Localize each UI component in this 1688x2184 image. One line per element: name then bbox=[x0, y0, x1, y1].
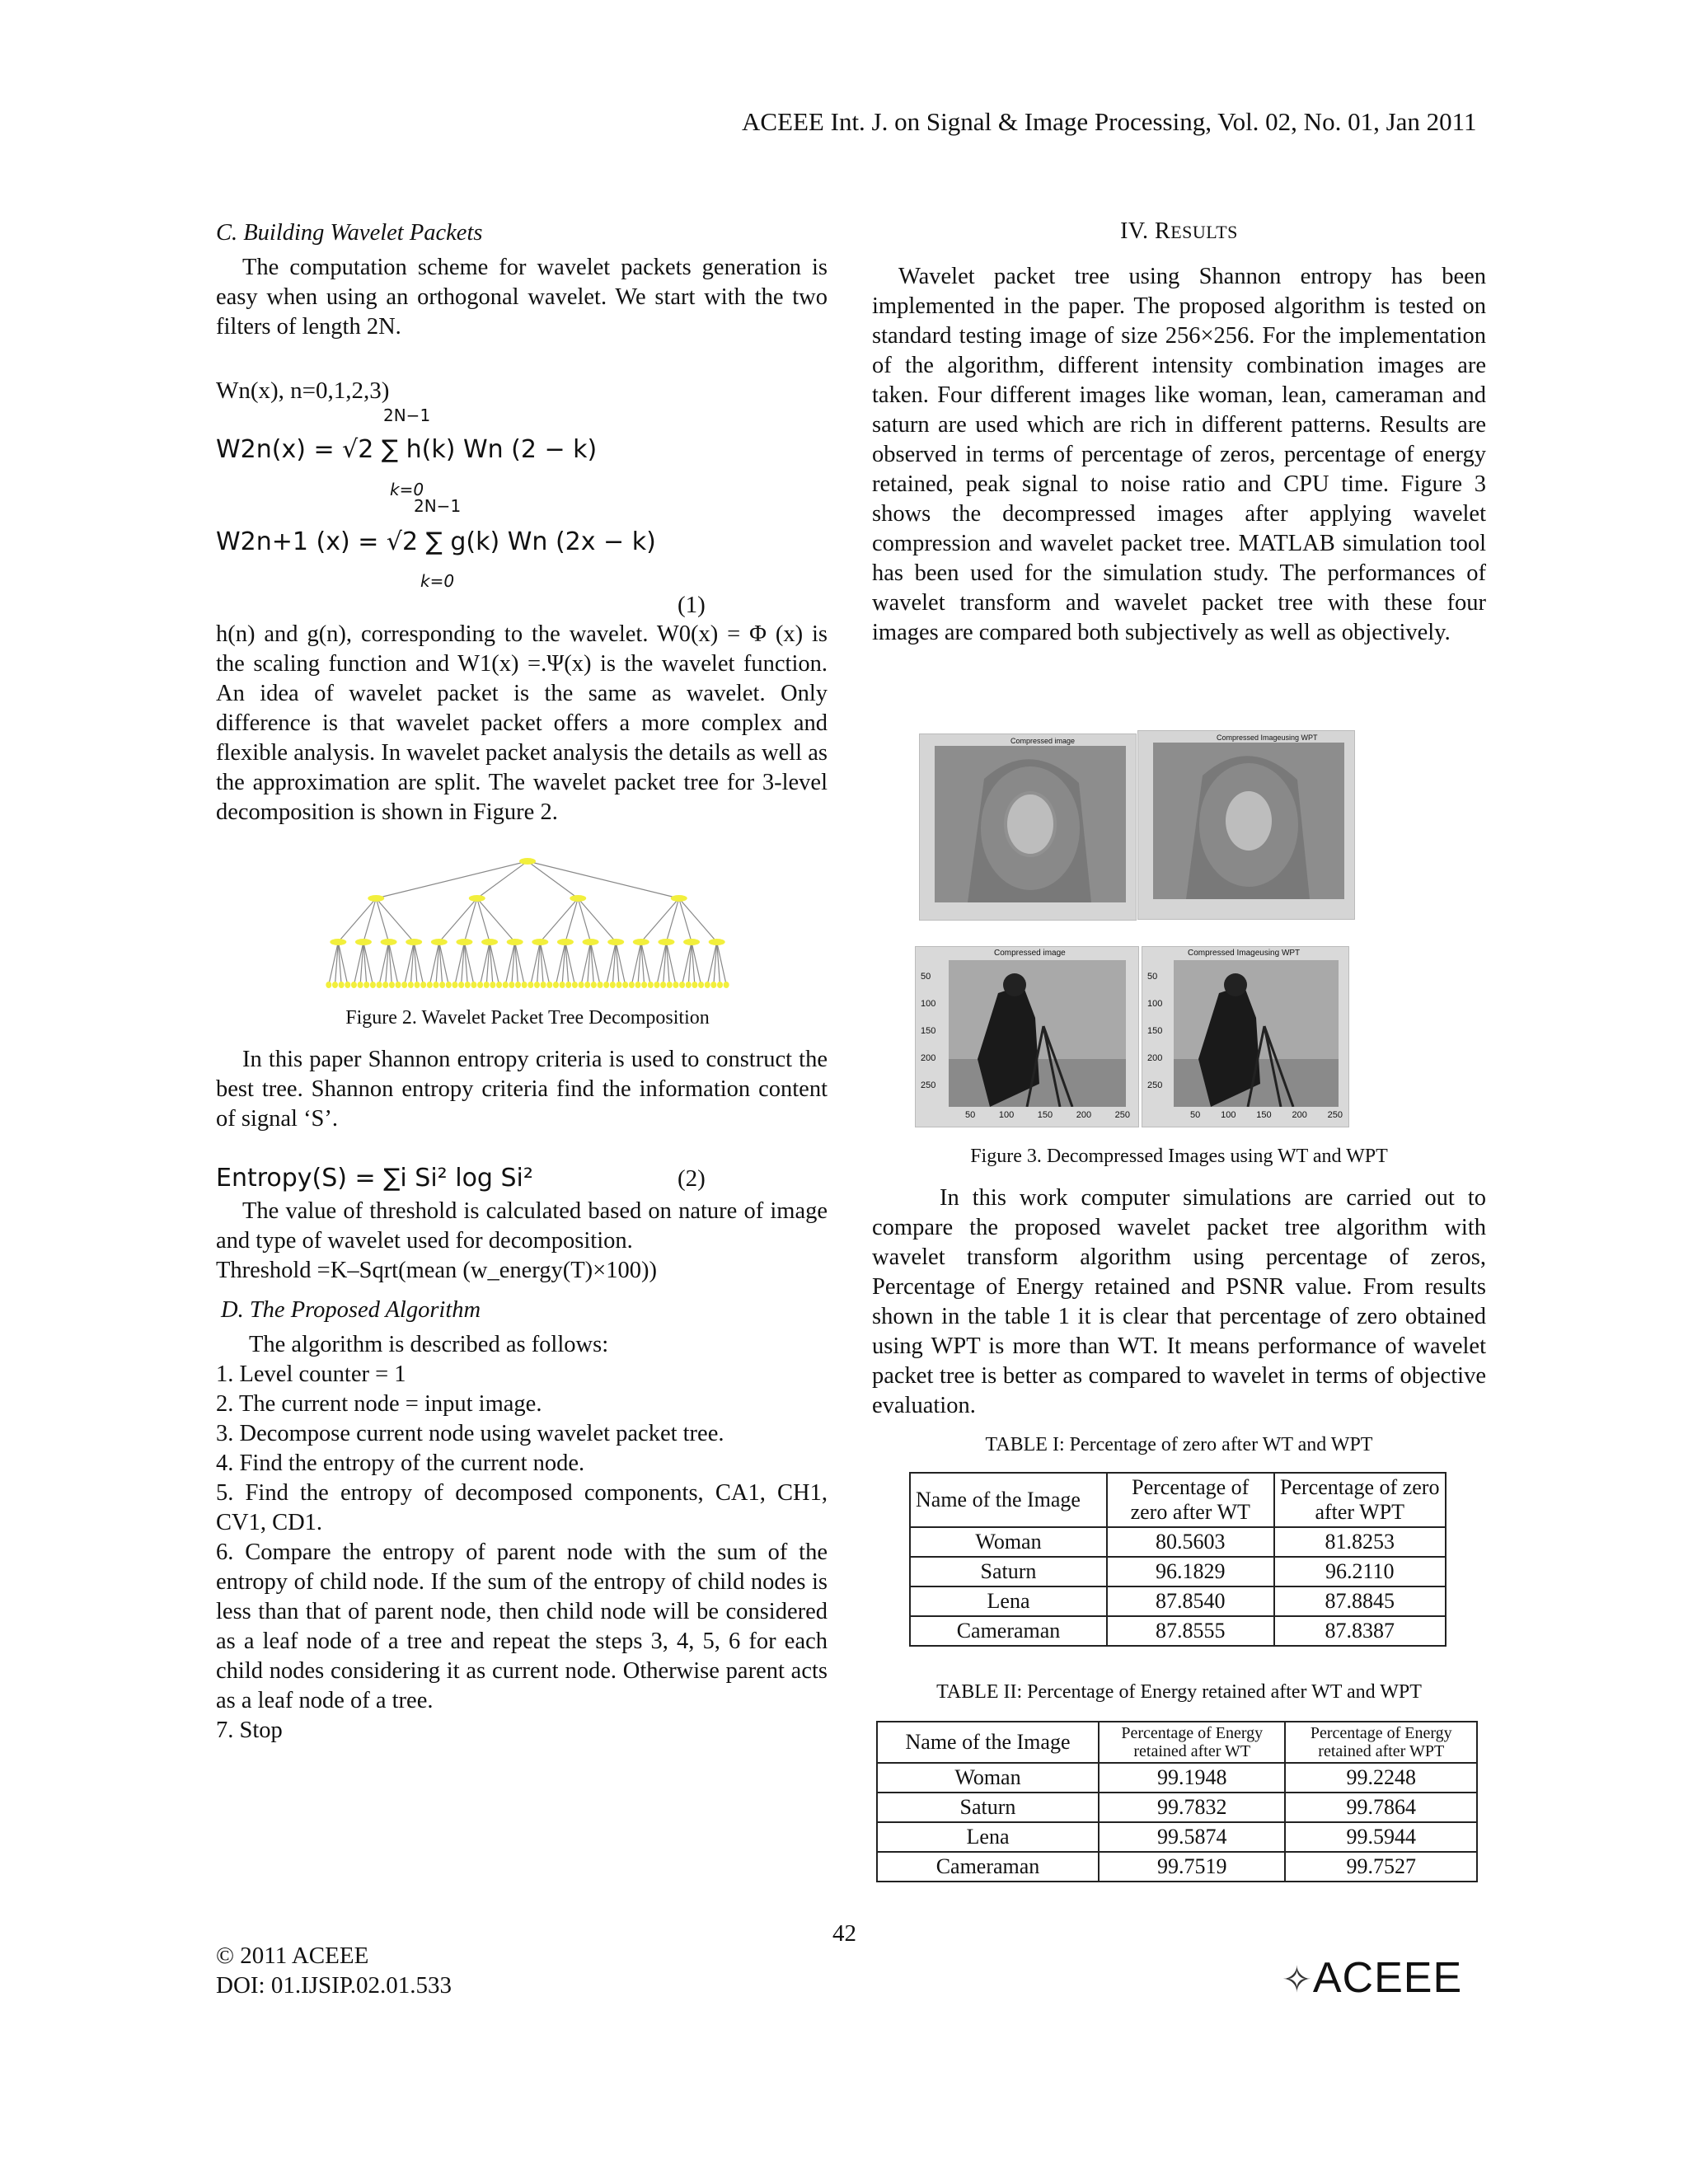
tree-edge bbox=[578, 898, 616, 942]
table-1 bbox=[909, 1472, 1447, 1647]
tree-node bbox=[572, 982, 578, 988]
footer bbox=[216, 1941, 452, 2000]
tree-node bbox=[705, 982, 710, 988]
table-2-caption: TABLE II: Percentage of Energy retained after WT and WPT bbox=[936, 1681, 1422, 1703]
tree-node bbox=[692, 982, 697, 988]
tree-node bbox=[469, 895, 485, 902]
tree-node bbox=[415, 982, 420, 988]
table-header: Percentage of zero after WPT bbox=[1274, 1473, 1447, 1527]
tree-node bbox=[610, 982, 616, 988]
tree-node bbox=[633, 939, 649, 945]
tree-node bbox=[673, 982, 678, 988]
tree-node bbox=[667, 982, 673, 988]
tree-node bbox=[377, 982, 382, 988]
section-iv-title-rest: ESULTS bbox=[1170, 222, 1238, 242]
tree-node bbox=[427, 982, 433, 988]
section-c-title: C. Building Wavelet Packets bbox=[216, 220, 483, 246]
cameraman-plot bbox=[949, 960, 1126, 1107]
tree-node bbox=[671, 895, 687, 902]
paragraph-results: Wavelet packet tree using Shannon entropy has been implemented in the paper. The proposed algorithm is tested on standard testing image of size 256×256. For the implementation of the algorithm, different intensity combination images are taken. Four different images like woman, lean, cameraman and saturn are used which are rich in different patterns. Results are observed in terms of percentage of zeros, percentage of energy retained, peak signal to noise ratio and CPU time. Figure 3 shows the decompressed images after applying wavelet compression and wavelet packet tree. MATLAB simulation tool has been used for the simulation study. The performances of wavelet transform and wavelet packet tree with these four images are compared both subjectively as well as objectively. bbox=[872, 264, 1486, 645]
tree-node bbox=[471, 982, 476, 988]
x-tick: 100 bbox=[1221, 1110, 1236, 1120]
table-header-row bbox=[910, 1473, 1446, 1527]
table-2 bbox=[876, 1721, 1478, 1882]
tree-node bbox=[420, 982, 426, 988]
tree-node bbox=[654, 982, 659, 988]
left-column-part-3 bbox=[216, 1045, 828, 1134]
tree-node bbox=[658, 939, 674, 945]
tree-node bbox=[355, 939, 372, 945]
equation-1-sum-top-a: 2N−1 bbox=[383, 405, 431, 425]
tree-node bbox=[686, 982, 692, 988]
tree-node bbox=[401, 982, 407, 988]
tree-node bbox=[622, 982, 628, 988]
tree-edge bbox=[376, 898, 414, 942]
right-column bbox=[872, 262, 1486, 648]
table-cell: 80.5603 bbox=[1107, 1527, 1274, 1557]
table-cell: 87.8540 bbox=[1107, 1586, 1274, 1616]
x-axis-ticks bbox=[965, 1110, 1130, 1120]
plot-title: Compressed image bbox=[994, 949, 1066, 958]
tree-node bbox=[660, 982, 666, 988]
x-tick: 150 bbox=[1037, 1110, 1053, 1120]
tree-node bbox=[617, 982, 622, 988]
tree-node bbox=[382, 982, 388, 988]
tree-node bbox=[648, 982, 654, 988]
star-icon: ✧ bbox=[1282, 1960, 1313, 2000]
table-cell: 87.8845 bbox=[1274, 1586, 1447, 1616]
tree-node bbox=[339, 982, 345, 988]
right-column-part-2 bbox=[872, 1183, 1486, 1421]
table-cell: Cameraman bbox=[877, 1852, 1099, 1882]
tree-node bbox=[553, 982, 559, 988]
paragraph-threshold: The value of threshold is calculated based on nature of image and type of wavelet used for decomposition. bbox=[216, 1198, 828, 1254]
table-cell: 99.7864 bbox=[1285, 1793, 1477, 1822]
algorithm-step-2: 2. The current node = input image. bbox=[216, 1391, 542, 1417]
tree-node bbox=[358, 982, 363, 988]
table-cell: 87.8555 bbox=[1107, 1616, 1274, 1646]
table-cell: 99.5944 bbox=[1285, 1822, 1477, 1852]
tree-node bbox=[635, 982, 640, 988]
y-tick: 200 bbox=[921, 1053, 936, 1063]
doi: DOI: 01.IJSIP.02.01.533 bbox=[216, 1972, 452, 1999]
tree-node bbox=[326, 982, 331, 988]
tree-node bbox=[532, 939, 548, 945]
page-number: 42 bbox=[832, 1920, 856, 1947]
table-cell: Cameraman bbox=[910, 1616, 1107, 1646]
y-tick: 50 bbox=[921, 972, 931, 982]
algorithm-step-3: 3. Decompose current node using wavelet packet tree. bbox=[216, 1421, 724, 1446]
tree-node bbox=[446, 982, 452, 988]
table-header: Percentage of Energy retained after WPT bbox=[1285, 1722, 1477, 1763]
y-tick: 250 bbox=[921, 1080, 936, 1090]
tree-node bbox=[570, 895, 586, 902]
equation-1-sum-bottom-b: k=0 bbox=[420, 571, 455, 591]
tree-node bbox=[591, 982, 597, 988]
tree-node bbox=[565, 982, 571, 988]
table-row bbox=[877, 1793, 1477, 1822]
compressed-image-woman-wt bbox=[919, 733, 1137, 921]
y-tick: 50 bbox=[1147, 972, 1158, 982]
tree-edge bbox=[439, 898, 477, 942]
tree-node bbox=[481, 939, 498, 945]
tree-node bbox=[679, 982, 685, 988]
tree-node bbox=[389, 982, 395, 988]
tree-node bbox=[557, 939, 574, 945]
x-tick: 250 bbox=[1327, 1110, 1343, 1120]
tree-node bbox=[607, 939, 624, 945]
x-axis-ticks bbox=[1190, 1110, 1343, 1120]
tree-node bbox=[579, 982, 584, 988]
table-cell: Woman bbox=[910, 1527, 1107, 1557]
left-column-part-2 bbox=[216, 620, 828, 827]
table-row bbox=[877, 1852, 1477, 1882]
tree-edge bbox=[376, 861, 528, 898]
table-cell: 81.8253 bbox=[1274, 1527, 1447, 1557]
aceee-logo bbox=[1282, 1953, 1462, 2003]
tree-node bbox=[717, 982, 723, 988]
tree-node bbox=[534, 982, 540, 988]
table-cell: 99.7527 bbox=[1285, 1852, 1477, 1882]
algorithm-steps bbox=[216, 1360, 828, 1746]
equation-1-line-1: Wn(x), n=0,1,2,3) bbox=[216, 377, 390, 404]
compressed-image-cameraman-wpt bbox=[1142, 946, 1349, 1127]
section-iv-title bbox=[872, 218, 1486, 245]
left-column bbox=[216, 218, 828, 342]
table-cell: 99.1948 bbox=[1099, 1763, 1285, 1793]
tree-node bbox=[503, 982, 509, 988]
tree-node bbox=[351, 982, 357, 988]
y-tick: 100 bbox=[1147, 999, 1163, 1009]
woman-portrait-plot bbox=[935, 746, 1126, 902]
x-tick: 200 bbox=[1076, 1110, 1092, 1120]
tree-edge bbox=[477, 898, 515, 942]
threshold-formula: Threshold =K–Sqrt(mean (w_energy(T)×100)) bbox=[216, 1258, 657, 1283]
tree-node bbox=[345, 982, 350, 988]
tree-edge bbox=[528, 861, 679, 898]
tree-node bbox=[629, 982, 635, 988]
x-tick: 50 bbox=[1190, 1110, 1201, 1120]
tree-node bbox=[368, 895, 384, 902]
cameraman-plot bbox=[1174, 960, 1339, 1107]
figure-3-caption: Figure 3. Decompressed Images using WT and WPT bbox=[970, 1146, 1388, 1167]
table-row bbox=[910, 1557, 1446, 1586]
tree-edge bbox=[477, 861, 528, 898]
tree-node bbox=[370, 982, 376, 988]
plot-title: Compressed image bbox=[1010, 737, 1076, 745]
tree-node bbox=[396, 982, 401, 988]
y-axis-ticks bbox=[1147, 963, 1162, 1099]
tree-node bbox=[583, 939, 599, 945]
x-tick: 100 bbox=[998, 1110, 1015, 1120]
tree-node bbox=[522, 982, 528, 988]
tree-node bbox=[603, 982, 609, 988]
figure-2-caption: Figure 2. Wavelet Packet Tree Decomposition bbox=[345, 1007, 710, 1029]
table-row bbox=[877, 1822, 1477, 1852]
tree-node bbox=[584, 982, 590, 988]
algorithm-step-7: 7. Stop bbox=[216, 1718, 283, 1743]
tree-node bbox=[406, 939, 422, 945]
tree-node bbox=[477, 982, 483, 988]
tree-node bbox=[381, 939, 397, 945]
tree-node bbox=[452, 982, 457, 988]
running-header: ACEEE Int. J. on Signal & Image Processing, Vol. 02, No. 01, Jan 2011 bbox=[742, 107, 1477, 136]
tree-node bbox=[709, 939, 725, 945]
table-header: Name of the Image bbox=[877, 1722, 1099, 1763]
table-header: Percentage of Energy retained after WT bbox=[1099, 1722, 1285, 1763]
y-tick: 200 bbox=[1147, 1053, 1163, 1063]
tree-node bbox=[641, 982, 647, 988]
equation-1-sum-top-b: 2N−1 bbox=[414, 496, 462, 516]
tree-node bbox=[496, 982, 502, 988]
tree-node bbox=[408, 982, 414, 988]
tree-node bbox=[456, 939, 472, 945]
tree-node bbox=[490, 982, 495, 988]
tree-node bbox=[332, 982, 338, 988]
table-cell: 99.2248 bbox=[1285, 1763, 1477, 1793]
section-iv-title-prefix: IV. R bbox=[1120, 218, 1171, 244]
left-column-part-4 bbox=[216, 1197, 828, 1746]
x-tick: 250 bbox=[1114, 1110, 1130, 1120]
equation-1-line-2: W2n(x) = √2 ∑ h(k) Wn (2 − k) bbox=[216, 435, 598, 464]
tree-edge bbox=[540, 898, 578, 942]
algorithm-intro: The algorithm is described as follows: bbox=[249, 1332, 609, 1357]
equation-1-sum-bottom-a: k=0 bbox=[390, 480, 424, 499]
y-tick: 250 bbox=[1147, 1080, 1163, 1090]
table-header: Name of the Image bbox=[910, 1473, 1107, 1527]
table-cell: 99.7519 bbox=[1099, 1852, 1285, 1882]
equation-2-number: (2) bbox=[678, 1165, 706, 1192]
tree-node bbox=[439, 982, 445, 988]
tree-node bbox=[710, 982, 716, 988]
compressed-image-woman-wpt bbox=[1137, 730, 1355, 920]
tree-node bbox=[541, 982, 546, 988]
tree-node bbox=[458, 982, 464, 988]
tree-node bbox=[465, 982, 471, 988]
tree-node bbox=[431, 939, 448, 945]
tree-node bbox=[509, 982, 514, 988]
algorithm-step-1: 1. Level counter = 1 bbox=[216, 1361, 406, 1387]
tree-node bbox=[598, 982, 603, 988]
table-row bbox=[910, 1527, 1446, 1557]
copyright: © 2011 ACEEE bbox=[216, 1943, 369, 1969]
tree-edge bbox=[528, 861, 578, 898]
woman-portrait-plot bbox=[1153, 743, 1344, 899]
table-1-caption: TABLE I: Percentage of zero after WT and WPT bbox=[985, 1434, 1373, 1455]
tree-node bbox=[528, 982, 533, 988]
tree-node bbox=[519, 858, 536, 865]
compressed-image-cameraman-wt bbox=[915, 946, 1139, 1127]
y-axis-ticks bbox=[921, 963, 935, 1099]
tree-node bbox=[546, 982, 552, 988]
equation-1-number: (1) bbox=[678, 592, 706, 618]
x-tick: 150 bbox=[1256, 1110, 1272, 1120]
table-cell: 87.8387 bbox=[1274, 1616, 1447, 1646]
tree-edge bbox=[641, 898, 679, 942]
plot-title: Compressed Imageusing WPT bbox=[1217, 733, 1318, 742]
wavelet-packet-tree-figure bbox=[326, 853, 729, 993]
paragraph-shannon-entropy: In this paper Shannon entropy criteria is used to construct the best tree. Shannon entropy criteria find the information content of signal ‘S’. bbox=[216, 1047, 828, 1132]
table-cell: Lena bbox=[910, 1586, 1107, 1616]
tree-node bbox=[683, 939, 700, 945]
y-tick: 100 bbox=[921, 999, 936, 1009]
table-cell: 96.1829 bbox=[1107, 1557, 1274, 1586]
tree-node bbox=[484, 982, 490, 988]
tree-edge bbox=[679, 898, 717, 942]
table-cell: 96.2110 bbox=[1274, 1557, 1447, 1586]
paragraph-simulations: In this work computer simulations are carried out to compare the proposed wavelet packet tree algorithm with wavelet transform algorithm using percentage of zeros, Percentage of Energy retained and PSNR value. From results shown in the table 1 it is clear that percentage of zero obtained using WPT is more than WT. It means performance of wavelet packet tree is better as compared to wavelet in terms of objective evaluation. bbox=[872, 1185, 1486, 1418]
table-cell: Woman bbox=[877, 1763, 1099, 1793]
x-tick: 200 bbox=[1292, 1110, 1307, 1120]
table-header-row bbox=[877, 1722, 1477, 1763]
paragraph-wavelet-packets: The computation scheme for wavelet packets generation is easy when using an orthogonal wavelet. We start with the two filters of length 2N. bbox=[216, 255, 828, 340]
table-cell: 99.5874 bbox=[1099, 1822, 1285, 1852]
table-row bbox=[910, 1586, 1446, 1616]
algorithm-step-6: 6. Compare the entropy of parent node with the sum of the entropy of child node. If the sum of the entropy of child nodes is less than that of parent node, then child node will be considered as a leaf node of a tree and repeat the steps 3, 4, 5, 6 for each child nodes considering it as current node. Otherwise parent acts as a leaf node of a tree. bbox=[216, 1540, 828, 1713]
algorithm-step-5: 5. Find the entropy of decomposed components, CA1, CH1, CV1, CD1. bbox=[216, 1480, 828, 1535]
tree-node bbox=[560, 982, 565, 988]
y-tick: 150 bbox=[1147, 1026, 1163, 1036]
table-cell: Lena bbox=[877, 1822, 1099, 1852]
tree-node bbox=[507, 939, 523, 945]
table-row bbox=[877, 1763, 1477, 1793]
x-tick: 50 bbox=[965, 1110, 976, 1120]
tree-node bbox=[698, 982, 704, 988]
table-header: Percentage of zero after WT bbox=[1107, 1473, 1274, 1527]
table-row bbox=[910, 1616, 1446, 1646]
section-d-title: D. The Proposed Algorithm bbox=[221, 1297, 481, 1323]
logo-text: ACEEE bbox=[1312, 1954, 1463, 2002]
table-cell: Saturn bbox=[877, 1793, 1099, 1822]
y-tick: 150 bbox=[921, 1026, 936, 1036]
tree-edge bbox=[338, 898, 376, 942]
tree-node bbox=[724, 982, 729, 988]
table-cell: 99.7832 bbox=[1099, 1793, 1285, 1822]
algorithm-step-4: 4. Find the entropy of the current node. bbox=[216, 1451, 585, 1476]
tree-node bbox=[363, 982, 369, 988]
table-cell: Saturn bbox=[910, 1557, 1107, 1586]
equation-1-line-3: W2n+1 (x) = √2 ∑ g(k) Wn (2x − k) bbox=[216, 527, 656, 556]
tree-node bbox=[515, 982, 521, 988]
tree-node bbox=[330, 939, 346, 945]
plot-title: Compressed Imageusing WPT bbox=[1188, 949, 1301, 958]
equation-2: Entropy(S) = ∑i Si² log Si² bbox=[216, 1164, 533, 1193]
paragraph-scaling-function: h(n) and g(n), corresponding to the wavelet. W0(x) = Φ (x) is the scaling function and W1(x) =.Ψ(x) is the wavelet function. An idea of wavelet packet is the same as wavelet. Only difference is that wavelet packet offers a more complex and flexible analysis. In wavelet packet analysis the details as well as the approximation are split. The wavelet packet tree for 3-level decomposition is shown in Figure 2. bbox=[216, 621, 828, 825]
tree-node bbox=[433, 982, 438, 988]
